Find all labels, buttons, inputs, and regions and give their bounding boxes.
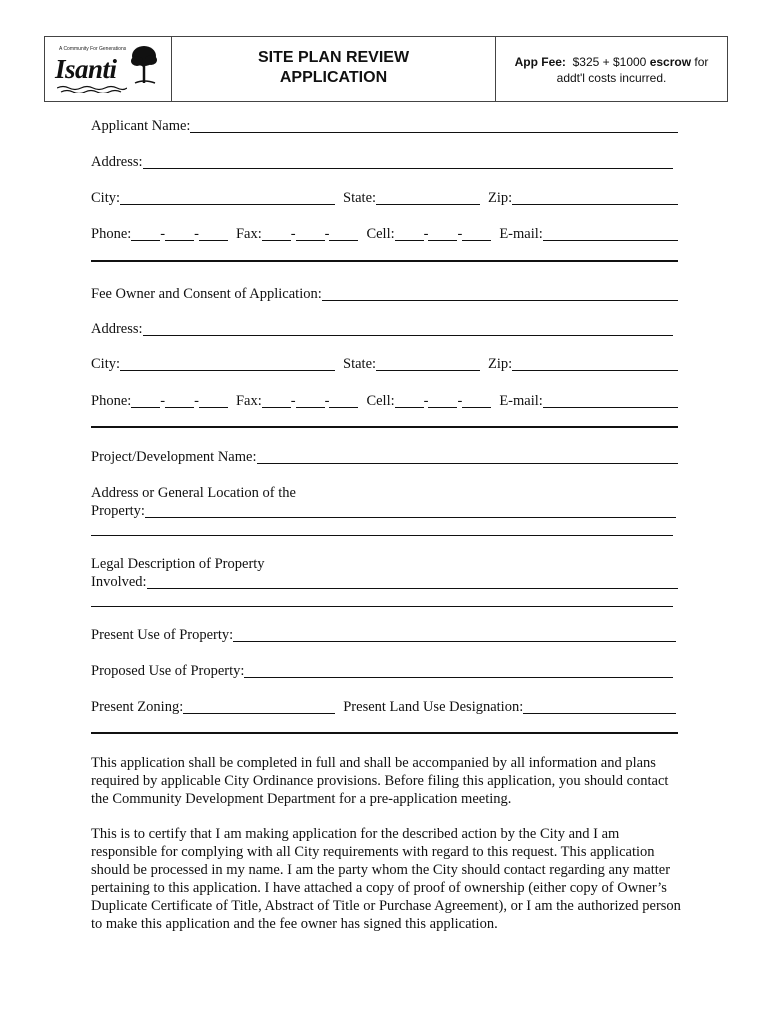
owner-fax-area[interactable] [262,394,291,408]
legal-description-field-continued[interactable] [91,606,673,607]
owner-email-field[interactable] [543,394,678,408]
applicant-city-field[interactable] [120,191,335,205]
owner-city-field[interactable] [120,357,335,371]
fee-note: addt'l costs incurred. [556,71,667,85]
legal-row [91,573,678,591]
location-label-line1: Address or General Location of the [91,485,296,501]
owner-fax-line[interactable] [329,394,358,408]
title-line-2: APPLICATION [279,69,388,86]
owner-city-label: City: [91,356,121,372]
proposed-use-row [91,662,673,680]
tree-icon [129,43,159,85]
land-use-label: Present Land Use Designation: [343,699,524,715]
applicant-state-label: State: [343,190,377,206]
owner-cell-label: Cell: [366,393,395,409]
applicant-fax-area[interactable] [262,227,291,241]
owner-email-label: E-mail: [499,393,543,409]
applicant-phone-label: Phone: [91,226,132,242]
form-title [172,37,496,101]
applicant-fax-label: Fax: [235,226,262,242]
legal-label-line2: Involved: [91,574,147,590]
fee-for: for [694,55,709,69]
applicant-cell-line[interactable] [462,227,491,241]
applicant-cell-area[interactable] [395,227,424,241]
applicant-city-label: City: [91,190,121,206]
owner-phone-area[interactable] [131,394,160,408]
applicant-phone-line[interactable] [199,227,228,241]
owner-address-field[interactable] [143,322,673,336]
proposed-use-label: Proposed Use of Property: [91,663,245,679]
owner-cell-area[interactable] [395,394,424,408]
applicant-phone-row: Phone: - - Fax: - - Cell: - - E-mail: [91,225,678,243]
owner-name-row [91,285,678,303]
application-fee [496,37,727,101]
legal-label-line1: Legal Description of Property [91,556,265,572]
present-zoning-field[interactable] [183,700,335,714]
applicant-cell-prefix[interactable] [428,227,457,241]
owner-fax-label: Fax: [235,393,262,409]
applicant-fax-line[interactable] [329,227,358,241]
owner-cell-prefix[interactable] [428,394,457,408]
project-name-row [91,448,678,466]
present-use-field[interactable] [233,628,676,642]
land-use-field[interactable] [523,700,676,714]
applicant-city-row [91,189,678,207]
section-divider [91,732,678,734]
location-row [91,502,676,520]
fee-escrow: escrow [649,55,692,69]
applicant-name-label: Applicant Name: [91,118,191,134]
logo-tagline: A Community For Generations [59,46,127,52]
legal-label-row [91,555,678,573]
location-label-line2: Property: [91,503,145,519]
fee-amount: $325 + $1000 [572,55,647,69]
owner-phone-row: Phone: - - Fax: - - Cell: - - E-mail: [91,392,678,410]
owner-cell-line[interactable] [462,394,491,408]
location-field-continued[interactable] [91,535,673,536]
applicant-name-row [91,117,678,135]
applicant-address-field[interactable] [143,155,673,169]
project-name-label: Project/Development Name: [91,449,257,465]
title-line-1: SITE PLAN REVIEW [257,49,410,66]
fee-label: App Fee: [514,55,566,69]
owner-name-field[interactable] [322,287,678,301]
applicant-cell-label: Cell: [366,226,395,242]
city-logo [45,37,172,101]
owner-address-label: Address: [91,321,143,337]
water-waves-icon [57,85,127,93]
present-use-row [91,626,676,644]
proposed-use-field[interactable] [244,664,673,678]
location-label-row [91,484,678,502]
zoning-row [91,698,676,716]
form-header [44,36,728,102]
completion-statement: This application shall be completed in full and shall be accompanied by all information and plans required by applicable City Ordinance provisions. Before filing this application, you should contact the Community Development Department for a pre-application meeting. [91,755,669,807]
certification-statement: This is to certify that I am making application for the described action by the City and I am responsible for complying with all City requirements with regard to this request. This application should be processed in my name. I am the party whom the City should contact regarding any matter pertaining to this application. I have attached a copy of proof of ownership (either copy of Owner’s Duplicate Certificate of Title, Abstract of Title or Purchase Agreement), or I am the authorized person to make this application and the fee owner has signed this application. [91,826,681,932]
owner-name-label: Fee Owner and Consent of Application: [91,286,322,302]
applicant-zip-field[interactable] [512,191,678,205]
owner-state-field[interactable] [376,357,480,371]
legal-description-field[interactable] [147,575,678,589]
applicant-state-field[interactable] [376,191,480,205]
owner-phone-prefix[interactable] [165,394,194,408]
logo-wordmark: Isanti [55,54,117,84]
owner-fax-prefix[interactable] [296,394,325,408]
present-use-label: Present Use of Property: [91,627,234,643]
applicant-address-row [91,153,673,171]
owner-phone-label: Phone: [91,393,132,409]
applicant-phone-prefix[interactable] [165,227,194,241]
section-divider [91,426,678,428]
owner-address-row [91,320,673,338]
applicant-phone-area[interactable] [131,227,160,241]
applicant-email-field[interactable] [543,227,678,241]
project-name-field[interactable] [257,450,679,464]
applicant-zip-label: Zip: [488,190,513,206]
applicant-fax-prefix[interactable] [296,227,325,241]
location-field[interactable] [145,504,676,518]
section-divider [91,260,678,262]
owner-zip-field[interactable] [512,357,678,371]
applicant-address-label: Address: [91,154,143,170]
owner-state-label: State: [343,356,377,372]
present-zoning-label: Present Zoning: [91,699,184,715]
applicant-email-label: E-mail: [499,226,543,242]
owner-city-row [91,355,678,373]
applicant-name-field[interactable] [190,119,678,133]
owner-zip-label: Zip: [488,356,513,372]
owner-phone-line[interactable] [199,394,228,408]
